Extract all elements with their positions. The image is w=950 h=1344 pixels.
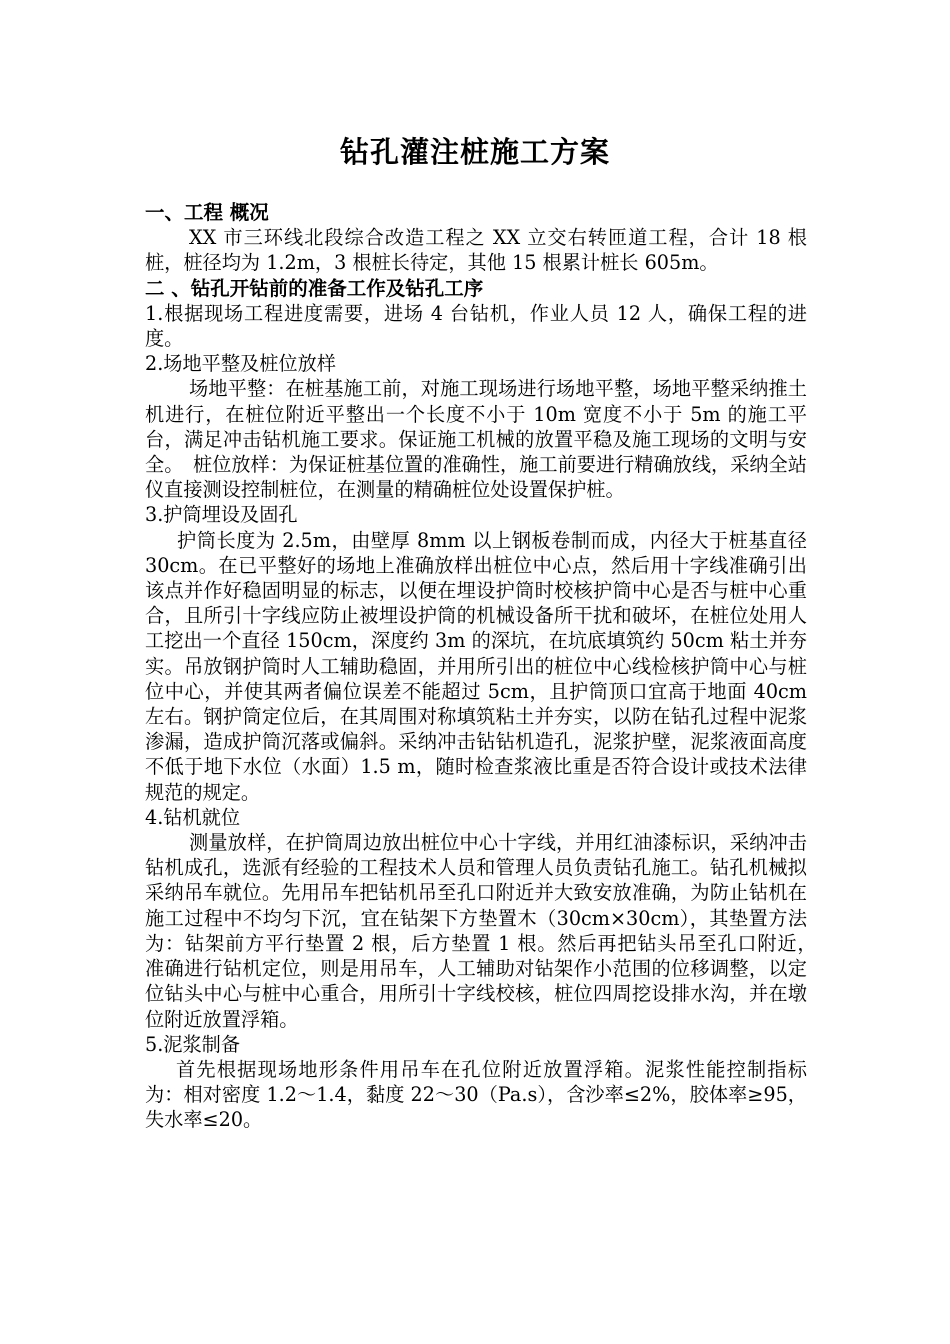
section-heading-overview: 一、工程 概况: [145, 201, 269, 224]
item-4-subheading: 4.钻机就位: [145, 805, 241, 829]
item-3-body: 护筒长度为 2.5m，由壁厚 8mm 以上钢板卷制而成，内径大于桩基直径 30cm。在已平整好的场地上准确放样出桩位中心点，然后用十字线准确引出该点并作好稳固明显的标志，以便在埋设护筒时校核护筒中心是否与桩中心重合，且所引十字线应防止被埋设护筒的机械设备所干扰和破坏，在桩位处用人工挖出一个直径 150cm，深度约 3m 的深坑，在坑底填筑约 50cm 粘土并夯实。吊放钢护筒时人工辅助稳固，并用所引出的桩位中心线检核护筒中心与桩位中心，并使其两者偏位误差不能超过 5cm，且护筒顶口宜高于地面 40cm 左右。钢护筒定位后，在其周围对称填筑粘土并夯实，以防在钻孔过程中泥浆渗漏，造成护筒沉落或偏斜。采纳冲击钻钻机造孔，泥浆护壁，泥浆液面高度不低于地下水位（水面）1.5 m，随时检查浆液比重是否符合设计或技术法律规范的规定。: [145, 528, 807, 804]
document-body: [145, 200, 827, 1133]
overview-paragraph: XX 市三环线北段综合改造工程之 XX 立交右转匝道工程，合计 18 根桩，桩径均为 1.2m，3 根桩长待定，其他 15 根累计桩长 605m。: [145, 226, 807, 275]
section-heading-preparation: 二 、钻孔开钻前的准备工作及钻孔工序: [145, 276, 484, 300]
document-title: 钻孔灌注桩施工方案: [339, 135, 610, 169]
item-3-subheading: 3.护筒埋设及固孔: [145, 503, 298, 527]
item-1-text: 1.根据现场工程进度需要，进场 4 台钻机，作业人员 12 人，确保工程的进度。: [145, 301, 807, 351]
item-5-body: 首先根据现场地形条件用吊车在孔位附近放置浮箱。泥浆性能控制指标为：相对密度 1.2～1.4，黏度 22～30（Pa.s），含沙率≤2%，胶体率≥95，失水率≤20。: [145, 1057, 807, 1132]
item-2-body: 场地平整：在桩基施工前，对施工现场进行场地平整，场地平整采纳推土机进行，在桩位附近平整出一个长度不小于 10m 宽度不小于 5m 的施工平台，满足冲击钻机施工要求。保证施工机械的放置平稳及施工现场的文明与安全。 桩位放样：为保证桩基位置的准确性，施工前要进行精确放线，采纳全站仪直接测设控制桩位，在测量的精确桩位处设置保护桩。: [145, 377, 807, 502]
item-4-body: 测量放样，在护筒周边放出桩位中心十字线，并用红油漆标识，采纳冲击钻机成孔，选派有经验的工程技术人员和管理人员负责钻孔施工。钻孔机械拟采纳吊车就位。先用吊车把钻机吊至孔口附近并大致安放准确，为防止钻机在施工过程中不均匀下沉，宜在钻架下方垫置木（30cm×30cm），其垫置方法为：钻架前方平行垫置 2 根，后方垫置 1 根。然后再把钻头吊至孔口附近， 准确进行钻机定位，则是用吊车，人工辅助对钻架作小范围的位移调整，以定位钻头中心与桩中心重合，用所引十字线校核，桩位四周挖设排水沟，并在墩位附近放置浮箱。: [145, 831, 827, 1031]
item-2-subheading: 2.场地平整及桩位放样: [145, 352, 336, 376]
item-5-subheading: 5.泥浆制备: [145, 1032, 241, 1056]
